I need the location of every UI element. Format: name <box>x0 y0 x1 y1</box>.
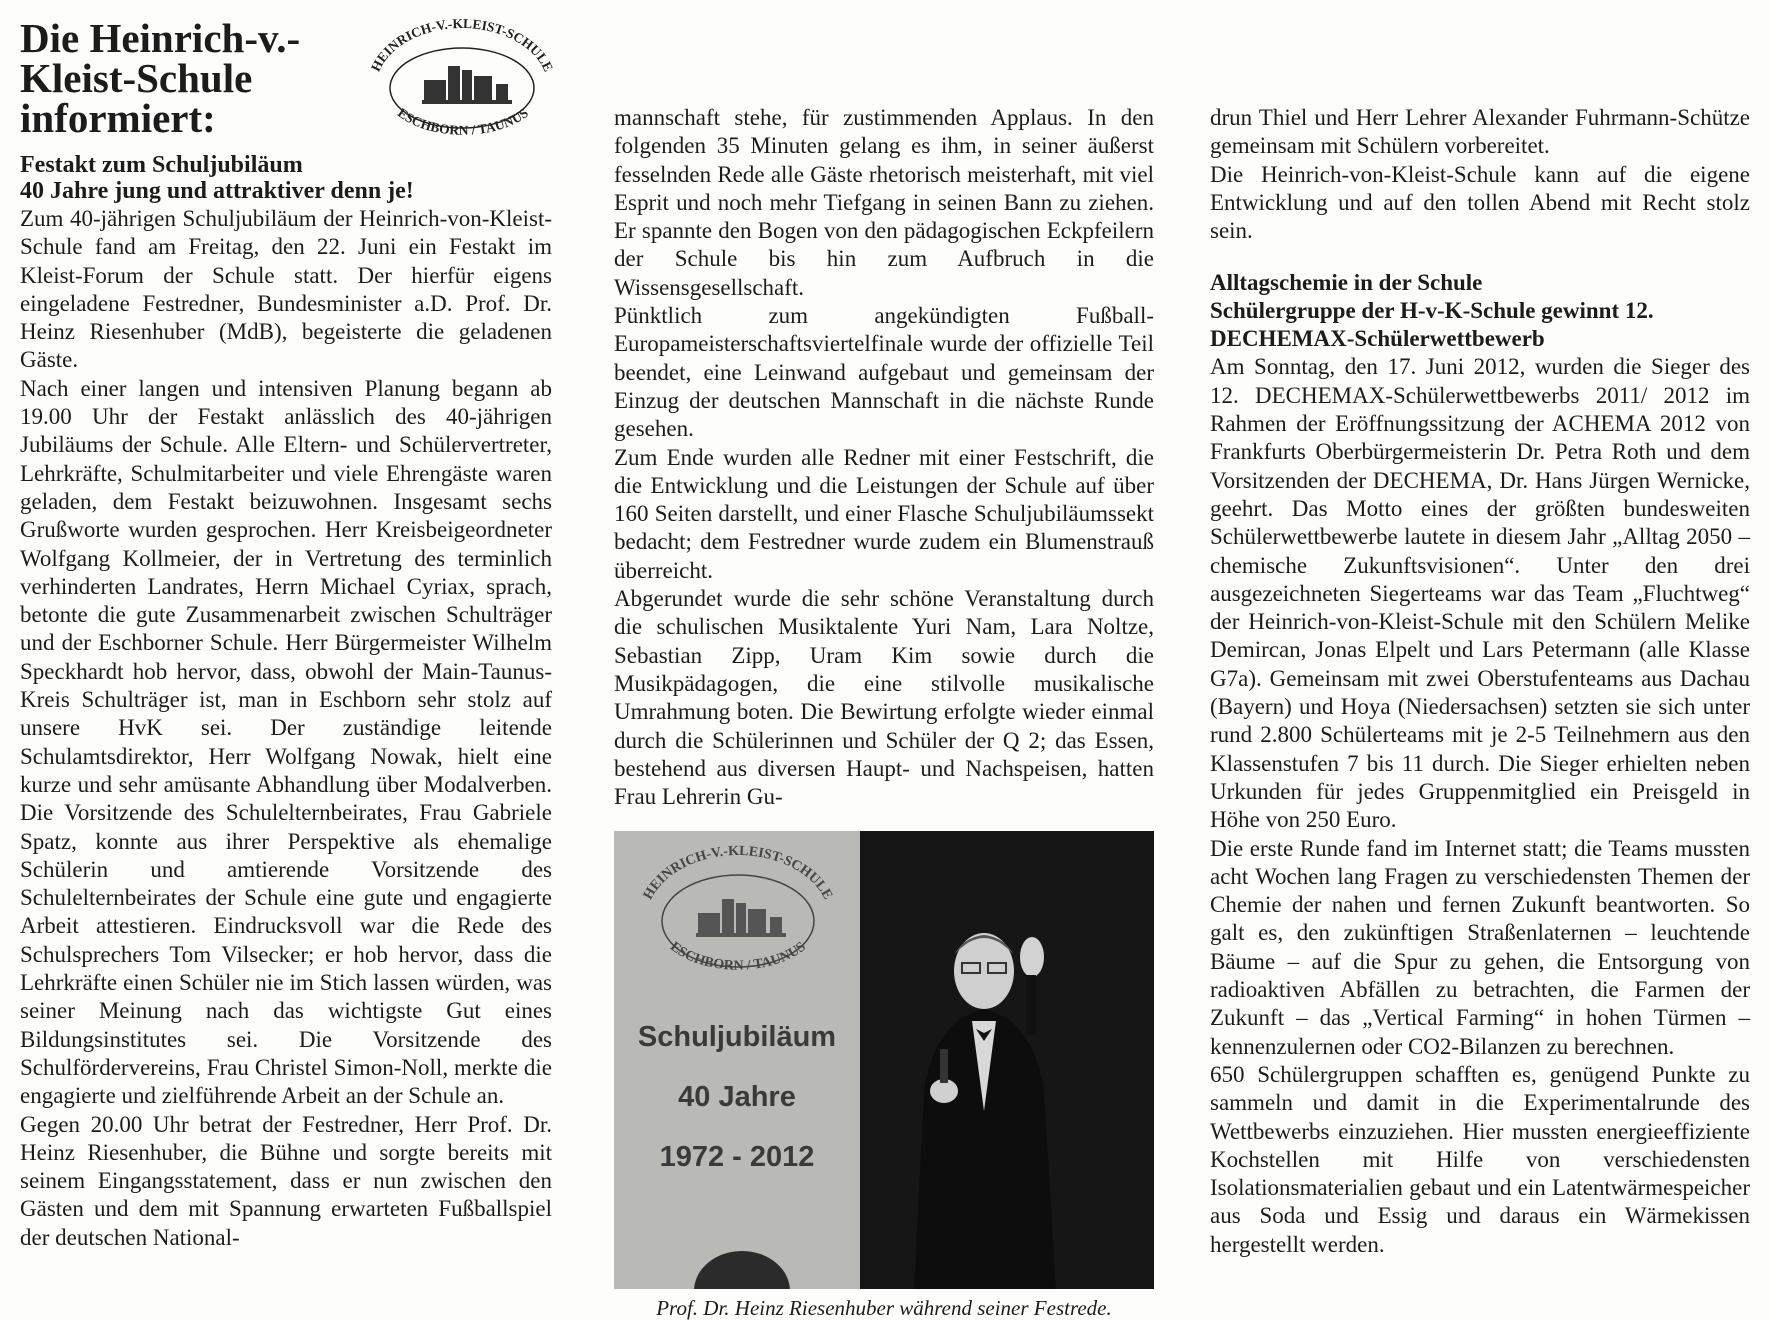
building-icon <box>422 66 512 104</box>
article-1-paragraph: Gegen 20.00 Uhr betrat der Festredner, Herr Prof. Dr. Heinz Riesenhuber, die Bühne und sorgte bereits mit seinem Eingangsstatement, dass er nun zwischen den Gästen und dem mit Spannung erwarteten Fußballspiel der deutschen National- <box>20 1111 552 1250</box>
banner-year-range: 1972 - 2012 <box>659 1141 815 1174</box>
article-1-paragraph: drun Thiel und Herr Lehrer Alexander Fuhrmann-Schütze gemeinsam mit Schülern vorbereitet. <box>1210 105 1750 159</box>
banner-logo-text-top: HEINRICH-V.-KLEIST-SCHULE <box>640 844 836 903</box>
building-icon <box>696 899 786 937</box>
title-line-2: Kleist-Schule <box>20 55 253 101</box>
banner-logo-text-bottom: ESCHBORN / TAUNUS <box>667 939 809 975</box>
article-2-paragraph: Die erste Runde fand im Internet statt; die Teams mussten acht Wochen lang Fragen zu verschiedensten Themen der Chemie der nahen und fernen Zukunft beantworten. So galt es, den zukünftigen Straßenlaternen – leuchtende Bäume – auf die Spur zu gehen, die Entsorgung von radioaktiven Abfällen zu betrachten, die Farmen der Zukunft – das „Vertical Farming“ in hohen Türmen – kennenzulernen oder CO2-Bilanzen zu berechnen. <box>1210 835 1750 1059</box>
school-logo <box>356 18 568 138</box>
column-3 <box>1210 104 1750 1259</box>
globe-graphic <box>694 1251 790 1289</box>
article-1-kicker: Festakt zum Schuljubiläum <box>20 152 303 178</box>
banner-years: 40 Jahre <box>678 1081 796 1114</box>
svg-text:ESCHBORN / TAUNUS <box>667 940 809 975</box>
title-line-1: Die Heinrich-v.- <box>20 15 301 61</box>
article-2-kicker: Alltagschemie in der Schule <box>1210 270 1483 296</box>
article-1-paragraph: mannschaft stehe, für zustimmenden Applaus. In den folgenden 35 Minuten gelang es ihm, in seiner äußerst fesselnden Rede alle Gäste rhetorisch meisterhaft, mit viel Esprit und noch mehr Tiefgang in seinen Bann zu ziehen. Er spannte den Bogen von den pädagogischen Eckpfeilern der Schule bis hin zum Aufbruch in die Wissensgesellschaft. <box>614 105 1154 300</box>
article-1-paragraph: Nach einer langen und intensiven Planung begann ab 19.00 Uhr der Festakt anlässlich des 40-jährigen Jubiläums der Schule. Alle Eltern- und Schülervertreter, Lehrkräfte, Schulmitarbeiter und viele Ehrengäste waren geladen, dem Festakt beizuwohnen. Insgesamt sechs Grußworte wurden gesprochen. Herr Kreisbeigeordneter Wolfgang Kollmeier, der in Vertretung des terminlich verhinderten Landrates, Herrn Michael Cyriax, sprach, betonte die gute Zusammenarbeit zwischen Schulträger und der Eschborner Schule. Herr Bürgermeister Wilhelm Speckhardt hob hervor, dass, obwohl der Main-Taunus-Kreis Schulträger ist, man in Eschborn sehr stolz auf unsere HvK sei. Der zuständige leitende Schulamtsdirektor, Herr Wolfgang Nowak, hielt eine kurze und sehr amüsante Abhandlung über Modalverben. Die Vorsitzende des Schulelternbeirates, Frau Gabriele Spatz, konnte aus ihrer Perspektive als ehemalige Schülerin und amtierende Vorsitzende des Schulelternbeirates der Schule eine gute und engagierte Arbeit attestieren. Eindrucksvoll war die Rede des Schulsprechers Tom Vilsecker; er hob hervor, dass die Lehrkräfte einen Schüler nie im Stich lassen würden, was seiner Meinung nach das wichtigste Gut eines Bildungsinstitutes sei. Die Vorsitzende des Schulfördervereins, Frau Christel Simon-Noll, merkte die engagierte und zielführende Arbeit an der Schule an. <box>20 375 552 1109</box>
column-2 <box>614 104 1154 1321</box>
article-1-paragraph: Die Heinrich-von-Kleist-Schule kann auf die eigene Entwicklung und auf den tollen Abend mit Recht stolz sein. <box>1210 161 1750 244</box>
article-2-headline: Schülergruppe der H-v-K-Schule gewinnt 12. DECHEMAX-Schülerwettbewerb <box>1210 298 1654 352</box>
jubilee-banner <box>614 831 860 1289</box>
page-title <box>20 15 360 141</box>
photo-caption: Prof. Dr. Heinz Riesenhuber während seiner Festrede. <box>656 1296 1112 1321</box>
column-1 <box>20 0 557 1252</box>
article-1-headline: 40 Jahre jung und attraktiver denn je! <box>20 178 414 204</box>
article-2-paragraph: 650 Schülergruppen schafften es, genügend Punkte zu sammeln und damit in die Experimentalrunde des Wettbewerbs einzuziehen. Hier mussten energieeffiziente Kochstellen mit Hilfe von verschiedensten Isolationsmaterialien gebaut und ein Latentwärmespeicher aus Soda und Essig und daraus ein Wärmekissen hergestellt werden. <box>1210 1061 1750 1257</box>
logo-text-top: HEINRICH-V.-KLEIST-SCHULE <box>367 18 557 74</box>
svg-text:ESCHBORN / TAUNUS <box>395 105 531 138</box>
title-line-3: informiert: <box>20 95 216 141</box>
article-2-paragraph: Am Sonntag, den 17. Juni 2012, wurden die Sieger des 12. DECHEMAX-Schülerwettbewerbs 2011/ 2012 im Rahmen der Eröffnungssitzung der ACHEMA 2012 von Frankfurts Oberbürgermeisterin Dr. Petra Roth und dem Vorsitzenden der DECHEMA, Dr. Hans Jürgen Wernicke, geehrt. Das Motto eines der größten bundesweiten Schülerwettbewerbe lautete in diesem Jahr „Alltag 2050 – chemische Zukunftsvisionen“. Unter den drei ausgezeichneten Siegerteams war das Team „Fluchtweg“ der Heinrich-von-Kleist-Schule mit den Schülern Melike Demircan, Jonas Elpelt und Lars Petermann (alle Klasse G7a). Gemeinsam mit zwei Oberstufenteams aus Dachau (Bayern) und Hoya (Niedersachsen) setzten sie sich unter rund 2.800 Schülerteams mit je 2-5 Teilnehmern aus den Klassenstufen 7 bis 11 durch. Die Sieger erhielten neben Urkunden für jedes Gruppenmitglied ein Preisgeld in Höhe von 250 Euro. <box>1210 354 1750 833</box>
article-1-paragraph: Zum Ende wurden alle Redner mit einer Festschrift, die die Entwicklung und die Leistungen der Schule auf über 160 Seiten darstellt, und einer Flasche Schuljubiläumssekt bedacht; dem Festredner wurde zudem ein Blumenstrauß überreicht. <box>614 444 1154 583</box>
article-1-paragraph: Abgerundet wurde die sehr schöne Veranstaltung durch die schulischen Musiktalente Yuri Nam, Lara Noltze, Sebastian Zipp, Uram Kim sowie durch die Musikpädagogen, die eine stilvolle musikalische Umrahmung boten. Die Bewirtung erfolgte wieder einmal durch die Schülerinnen und Schüler der Q 2; das Essen, bestehend aus diversen Haupt- und Nachspeisen, hatten Frau Lehrerin Gu- <box>614 586 1154 810</box>
article-1-paragraph: Zum 40-jährigen Schuljubiläum der Heinrich-von-Kleist-Schule fand am Freitag, den 22. Juni ein Festakt im Kleist-Forum der Schule statt. Der hierfür eigens eingeladene Festredner, Bundesminister a.D. Prof. Dr. Heinz Riesenhuber (MdB), begeisterte die geladenen Gäste. <box>20 206 552 373</box>
banner-school-logo <box>628 839 848 984</box>
article-1-paragraph: Pünktlich zum angekündigten Fußball-Europameisterschaftsviertelfinale wurde der offizielle Teil beendet, eine Leinwand aufgebaut und gemeinsam der Einzug der deutschen Mannschaft in die nächste Runde gesehen. <box>614 303 1154 442</box>
logo-text-bottom: ESCHBORN / TAUNUS <box>395 105 531 138</box>
svg-text:HEINRICH-V.-KLEIST-SCHULE <box>641 844 835 902</box>
banner-title: Schuljubiläum <box>637 1021 837 1054</box>
event-photo <box>614 831 1154 1289</box>
svg-text:HEINRICH-V.-KLEIST-SCHULE <box>368 18 556 74</box>
speaker-figure <box>884 881 1084 1289</box>
